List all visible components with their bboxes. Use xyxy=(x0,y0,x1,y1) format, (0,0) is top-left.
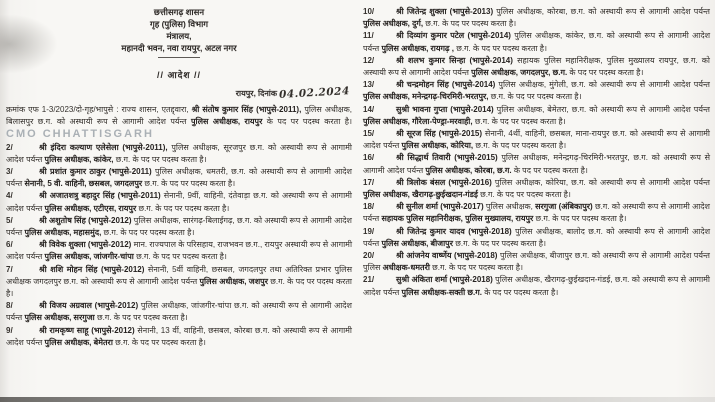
order-title: // आदेश // xyxy=(156,70,202,80)
entry-bold-text: सुश्री अंकिता शर्मा (भापुसे-2018) xyxy=(396,275,493,285)
entry-bold-text: सुश्री भावना गुप्ता (भापुसे-2014) xyxy=(396,104,494,114)
entry-bold-text: श्री अशुतोष सिंह (भापुसे-2012) xyxy=(39,215,132,225)
entry-bold-text: पुलिस अधीक्षक, कोरबा, छ.ग. xyxy=(425,165,512,175)
entry-text: के पद पर पदस्थ करता है। xyxy=(481,287,559,297)
entry-text: पुलिस अधीक्षक, जांजगीर-चांपा छ.ग. को अस्थायी रूप से आगामी आदेश पर्यन्त xyxy=(6,301,352,323)
entry-bold-text: सहायक पुलिस महानिरीक्षक, पुलिस मुख्यालय, रायपुर xyxy=(381,214,534,224)
address-line: महानदी भवन, नवा रायपुर, अटल नगर xyxy=(121,43,237,53)
entry-number: 8/ xyxy=(6,301,13,311)
order-entry xyxy=(6,104,352,142)
entry-number: 6/ xyxy=(6,240,13,250)
right-column xyxy=(363,6,710,299)
order-entry xyxy=(6,215,352,239)
entry-text: के पद पर पदस्थ करता है। xyxy=(567,68,644,78)
entry-text: सेनानी, 5वीं वाहिनी, छसबल, जगदलपुर तथा अतिरिक्त प्रभार पुलिस अधीक्षक जगदलपुर छ.ग. को अस्थायी रूप से आगामी आदेश पर्यन्त xyxy=(6,264,352,286)
entry-text: छ.ग. के पद पर पदस्थ करता है। xyxy=(6,276,352,299)
entry-bold-text: श्री त्रिलोक बंसल (भापुसे-2016) xyxy=(396,177,492,187)
entry-bold-text: श्री सिद्धार्थ तिवारी (भापुसे-2015) xyxy=(396,153,498,163)
entry-text: छ.ग. के पद पर पदस्थ करता है। xyxy=(477,190,571,200)
entry-text: के पद पर पदस्थ करता है। xyxy=(262,117,352,127)
entry-bold-text: पुलिस अधीक्षक, रायगढ़ , xyxy=(381,43,454,53)
entry-text: छ.ग. के पद पर पदस्थ करता है। xyxy=(473,141,567,151)
entry-text: के पद पर पदस्थ करता है। xyxy=(511,165,588,175)
place-date-label: रायपुर, दिनांक xyxy=(235,89,277,98)
order-entry xyxy=(363,6,710,30)
entry-text: पुलिस अधीक्षक, कोरिया, छ.ग. को अस्थायी रूप से आगामी आदेश पर्यन्त xyxy=(491,177,710,187)
entries-right xyxy=(363,6,710,299)
entry-number: 14/ xyxy=(363,104,375,114)
entry-bold-text: सेनानी, 5 वी. वाहिनी, छसबल, जगदलपुर xyxy=(24,179,143,189)
entry-text: पुलिस अधीक्षक, xyxy=(483,202,536,212)
entry-bold-text: सरगुजा (अंबिकापुर) xyxy=(535,202,593,212)
entry-text: पुलिस अधीक्षक, बीजापुर छ.ग. को अस्थायी रूप से आगामी आदेश पर्यन्त पुलिस xyxy=(363,251,710,273)
handwritten-date: 04.02.2024 xyxy=(278,85,351,101)
entry-bold-text: श्री विजय अग्रवाल (भापुसे-2012) xyxy=(39,301,139,311)
entry-number: 2/ xyxy=(6,142,13,152)
entry-text: छ.ग. के पद पर पदस्थ करता है। xyxy=(488,92,582,102)
entry-bold-text: श्री प्रशांत कुमार ठाकुर (भापुसे-2011) xyxy=(39,167,152,177)
entry-text: छ.ग. के पद पर पदस्थ करता है। xyxy=(112,337,206,347)
header-divider xyxy=(158,57,200,58)
left-column xyxy=(6,0,352,349)
entry-bold-text: श्री सूरज सिंह (भापुसे-2015) xyxy=(396,129,483,139)
date-line xyxy=(6,87,352,99)
entry-bold-text: पुलिस अधीक्षक, जशपुर xyxy=(199,276,268,286)
entry-text: छ.ग. के पद पर पदस्थ करता है। xyxy=(142,179,236,189)
scan-bottom-shadow xyxy=(0,397,715,402)
entry-bold-text: श्री विवेक शुक्ला (भापुसे-2012) xyxy=(39,240,132,250)
entry-bold-text: पुलिस अधीक्षक, एटीएस, रायपुर xyxy=(44,203,137,213)
order-entry xyxy=(6,190,352,214)
entry-text: सेनानी, 13 वीं, वाहिनी, छसबल, कोरबा छ.ग. को अस्थायी रूप से आगामी आदेश पर्यन्त xyxy=(6,325,352,347)
entry-number: 17/ xyxy=(363,177,375,187)
entry-bold-text: पुलिस अधीक्षक, कांकेर, xyxy=(44,154,114,164)
entry-text: पुलिस अधीक्षक, कोरबा, छ.ग. को अस्थायी रूप से आगामी आदेश पर्यन्त xyxy=(493,7,710,16)
entry-number: 13/ xyxy=(363,80,375,90)
entry-number: 11/ xyxy=(363,31,374,41)
entry-number: 7/ xyxy=(6,264,13,274)
entry-text: छ.ग. के पद पर पदस्थ करता है। xyxy=(453,238,547,248)
entry-bold-text: पुलिस अधीक्षक, रायपुर xyxy=(191,117,263,127)
entry-bold-text: पुलिस अधीक्षक, जांजगीर-चांपा xyxy=(44,252,134,262)
entry-text: छ.ग. के पद पर पदस्थ करता है। xyxy=(533,214,627,224)
entry-text: पुलिस अधीक्षक, सारंगढ़-बिलाईगढ़, छ.ग. को अस्थायी रूप से आगामी आदेश पर्यन्त xyxy=(6,215,352,238)
entry-number: 9/ xyxy=(6,325,13,335)
entry-bold-text: पुलिस अधीक्षक, खैरागढ़-छुईखदान-गंडई xyxy=(363,190,478,200)
entry-bold-text: श्री जितेन्द्र शुक्ला (भापुसे-2013) xyxy=(396,7,494,16)
document-header xyxy=(6,0,352,58)
order-entry xyxy=(363,250,710,274)
order-entry xyxy=(6,166,352,190)
entry-bold-text: पुलिस अधीक्षक, गौरेला-पेण्ड्रा-मरवाही, xyxy=(363,116,473,126)
entry-number: 4/ xyxy=(6,191,13,201)
entry-text: पुलिस अधीक्षक, कांकेर, छ.ग. को अस्थायी रूप से आगामी आदेश पर्यन्त xyxy=(363,31,711,53)
entry-number: 10/ xyxy=(363,7,375,16)
entry-bold-text: पुलिस अधीक्षक-सक्ती छ.ग. xyxy=(401,287,482,297)
entry-text: छ.ग. के पद पर पदस्थ करता है। xyxy=(136,203,230,213)
entry-text: छ.ग. के पद पर पदस्थ करता है। xyxy=(423,19,517,29)
order-entry xyxy=(363,79,710,103)
entry-bold-text: पुलिस अधीक्षक, जगदलपुर, छ.ग. xyxy=(471,68,568,78)
entry-bold-text: श्री अजातशत्रु बहादुर सिंह (भापुसे-2011) xyxy=(39,191,161,201)
entry-text: छ.ग. के पद पर पदस्थ करता है। xyxy=(453,43,548,53)
entry-bold-text: पुलिस अधीक्षक, कोरिया, xyxy=(401,141,474,151)
order-entry xyxy=(363,30,710,54)
entry-number: 3/ xyxy=(6,167,13,177)
entry-bold-text: श्री शलभ कुमार सिन्हा (भापुसे-2014) xyxy=(396,55,513,65)
entry-text: पुलिस अधीक्षक, मुंगेली, छ.ग. को अस्थायी रूप से आगामी आदेश पर्यन्त xyxy=(495,80,710,90)
entry-text: छ.ग. को अस्थायी रूप से आगामी आदेश पर्यन्त xyxy=(363,202,710,224)
government-name: छत्तीसगढ़ शासन xyxy=(153,7,205,17)
entry-number: 18/ xyxy=(363,202,375,212)
entry-number: 5/ xyxy=(6,215,13,225)
entry-bold-text: पुलिस अधीक्षक, सरगुजा xyxy=(24,313,95,323)
entry-text: पुलिस अधीक्षक, खैरागढ़-छुईखदान-गंडई, छ.ग. को अस्थायी रूप से आगामी आदेश पर्यन्त xyxy=(363,275,710,297)
entries-left xyxy=(6,104,352,349)
entry-text: पुलिस अधीक्षक, बालोद छ.ग. को अस्थायी रूप से आगामी आदेश पर्यन्त xyxy=(363,226,711,248)
entry-number: 19/ xyxy=(363,226,375,236)
entry-text: पुलिस अधीक्षक, सूरजपुर छ.ग. को अस्थायी रूप से आगामी आदेश पर्यन्त xyxy=(6,142,352,164)
entry-bold-text: श्री रामकृष्ण साहू (भापुसे-2012) xyxy=(39,325,135,335)
entry-text: छ.ग. के पद पर पदस्थ करता है। xyxy=(113,154,207,164)
order-entry xyxy=(6,142,352,166)
entry-text: मान. राज्यपाल के परिसहाय, राजभवन छ.ग., रायपुर अस्थायी रूप से आगामी आदेश पर्यन्त xyxy=(6,240,353,262)
order-entry xyxy=(363,274,710,298)
department-name: गृह (पुलिस) विभाग xyxy=(149,19,209,29)
entry-bold-text: पुलिस अधीक्षक, मनेन्द्रगढ़-चिरमिरी-भरतपुर, xyxy=(363,92,489,102)
entry-bold-text: श्री सुनील शर्मा (भापुसे-2017) xyxy=(396,202,484,212)
entry-text: पुलिस अधीक्षक, धमतरी, छ.ग. को अस्थायी रूप से आगामी आदेश पर्यन्त xyxy=(6,167,352,189)
order-entry xyxy=(363,152,710,176)
entry-bold-text: पुलिस अधीक्षक, बीजापुर xyxy=(381,238,454,248)
entry-number: 16/ xyxy=(363,153,375,163)
entry-text: छ.ग. के पद पर पदस्थ करता है। xyxy=(133,252,227,262)
entry-bold-text: श्री जितेन्द्र कुमार यादव (भापुसे-2018) xyxy=(396,226,512,236)
entry-text: सेनानी, 9वीं, वाहिनी, दंतेवाड़ा छ.ग. को अस्थायी रूप से आगामी आदेश पर्यन्त xyxy=(6,191,352,213)
entry-text: छ.ग. के पद पर पदस्थ करता है। xyxy=(94,313,188,323)
entry-text: पुलिस अधीक्षक, बेमेतरा, छ.ग. को अस्थायी रूप से आगामी आदेश पर्यन्त xyxy=(493,104,710,114)
order-entry xyxy=(363,177,710,201)
entry-bold-text: श्री आंजनेय वार्ष्णेय (भापुसे-2018) xyxy=(396,251,498,261)
entry-number: 21/ xyxy=(363,275,375,285)
entry-number: 15/ xyxy=(363,129,375,139)
order-entry xyxy=(363,201,710,225)
order-entry xyxy=(363,104,710,128)
entry-text: सेनानी, 4थीं, वाहिनी, छसबल, माना-रायपुर छ.ग. को अस्थायी रूप से आगामी आदेश पर्यन्त xyxy=(363,129,711,151)
entry-text: छ.ग. के पद पर पदस्थ करता है। xyxy=(472,116,566,126)
entry-bold-text: श्री दिव्यांग कुमार पटेल (भापुसे-2014) xyxy=(396,31,511,41)
entry-bold-text: पुलिस अधीक्षक, दुर्ग, xyxy=(363,19,424,29)
entry-bold-text: श्री संतोष कुमार सिंह (भापुसे-2011), xyxy=(191,105,302,114)
entry-text: छ.ग. के पद पर पदस्थ करता है। xyxy=(429,263,523,273)
order-entry xyxy=(6,325,352,349)
entry-bold-text: श्री इंदिरा कल्याण एलेसेला (भापुसे-2011), xyxy=(39,142,168,152)
order-entry xyxy=(6,264,352,301)
entry-bold-text: श्री चन्द्रमोहन सिंह (भापुसे-2014) xyxy=(396,80,496,90)
entry-bold-text: पुलिस अधीक्षक, बेमेतरा xyxy=(44,337,113,347)
entry-text: पुलिस अधीक्षक, बिलासपुर छ.ग. को अस्थायी रूप से आगामी आदेश पर्यन्त xyxy=(6,105,352,127)
order-entry xyxy=(363,226,710,250)
entry-bold-text: श्री शशि मोहन सिंह (भापुसे-2012) xyxy=(39,264,145,274)
entry-number: 12/ xyxy=(363,55,375,65)
order-entry xyxy=(6,239,352,263)
order-entry xyxy=(363,55,710,79)
entry-text: सहायक पुलिस महानिरीक्षक, पुलिस मुख्यालय रायपुर, छ.ग. को अस्थायी रूप से आगामी आदेश पर्यन्त xyxy=(363,55,710,78)
entry-bold-text: अधीक्षक-धमतरी xyxy=(382,263,430,273)
entry-text: क्रमांक एफ 1-3/2023/दो-गृह/भापुसे : राज्य शासन, एतद्द्वारा, xyxy=(6,105,192,114)
entry-text: छ.ग. के पद पर पदस्थ करता है। xyxy=(101,228,195,238)
order-entry xyxy=(363,128,710,152)
entry-text: पुलिस अधीक्षक, मनेन्द्रगढ़-चिरमिरी-भरतपुर, छ.ग. को अस्थायी रूप से आगामी आदेश पर्यन्त xyxy=(363,153,710,175)
order-entry xyxy=(6,300,352,324)
ministry-line: मंत्रालय, xyxy=(166,31,192,41)
entry-number: 20/ xyxy=(363,251,375,261)
cmo-watermark: CMO CHHATTISGARH xyxy=(6,128,154,141)
entry-bold-text: पुलिस अधीक्षक, महासमुंद, xyxy=(24,228,102,238)
